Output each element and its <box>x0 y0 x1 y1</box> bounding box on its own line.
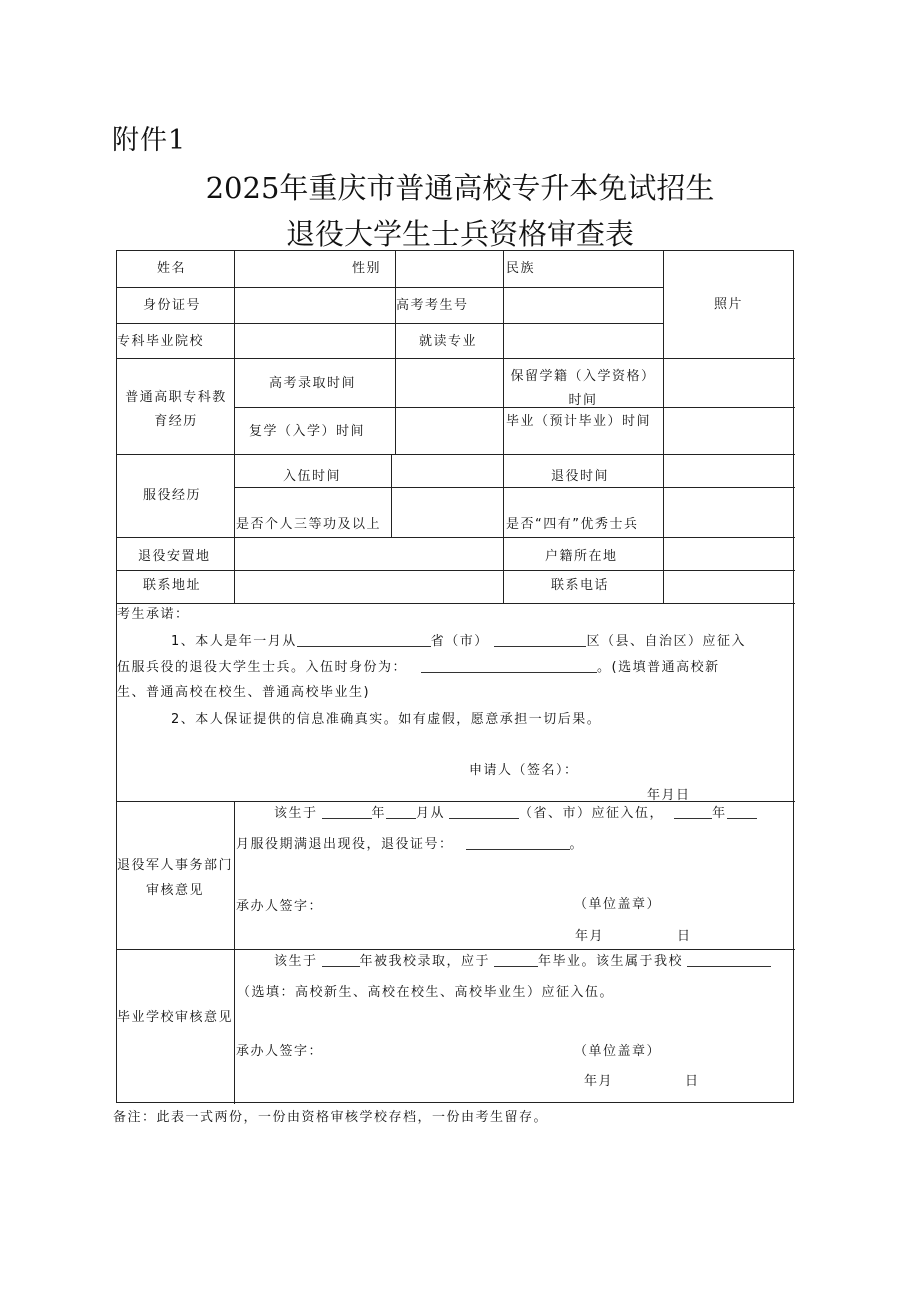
school-text-c: 年毕业。该生属于我校 <box>538 954 684 969</box>
reserve-status-label: 保留学籍（入学资格）时间 <box>510 369 656 408</box>
name-label: 姓名 <box>157 261 187 276</box>
veteran-date-day: 日 <box>677 929 692 944</box>
id-number-label: 身份证号 <box>143 298 202 313</box>
graduation-year-blank <box>494 953 538 967</box>
promise-item1-text-a: 本人是年一月从 <box>195 634 297 649</box>
four-have-label: 是否“四有”优秀士兵 <box>506 517 639 532</box>
veteran-text-b: 年 <box>371 806 387 821</box>
admission-time-label: 高考录取时间 <box>269 376 357 391</box>
attachment-label: 附件1 <box>112 125 187 156</box>
promise-item1-line2 <box>117 659 720 676</box>
veteran-text-c: 月从 <box>416 806 446 821</box>
discharge-year-blank <box>674 805 712 819</box>
veteran-handler-signature: 承办人签字： <box>236 899 324 914</box>
school-text-b: 年被我校录取，应于 <box>359 954 491 969</box>
student-status-blank <box>687 953 771 967</box>
promise-item1-text-e: 。(选填普通高校新 <box>597 660 720 675</box>
month-blank <box>386 805 416 819</box>
gender-label: 性别 <box>352 261 382 276</box>
form-title-line2: 退役大学生士兵资格审查表 <box>285 217 634 251</box>
major-label: 就读专业 <box>419 334 478 349</box>
veteran-unit-seal: （单位盖章） <box>574 897 662 912</box>
promise-item2-number: 2、 <box>171 712 196 727</box>
edu-history-label: 普通高职专科教育经历 <box>125 390 227 429</box>
province-blank <box>297 633 431 647</box>
veteran-text-a: 该生于 <box>274 806 318 821</box>
form-title-line1: 2025年重庆市普通高校专升本免试招生 <box>205 171 715 205</box>
promise-item1-text-d: 伍服兵役的退役大学生士兵。入伍时身份为： <box>117 660 408 675</box>
applicant-signature-label: 申请人（签名）： <box>469 763 579 778</box>
district-blank <box>494 633 586 647</box>
college-label: 专科毕业院校 <box>117 334 205 349</box>
footnote: 备注：此表一式两份，一份由资格审核学校存档，一份由考生留存。 <box>113 1110 549 1125</box>
province-city-blank <box>449 805 519 819</box>
veteran-review-line2 <box>236 836 584 853</box>
promise-item2-text: 本人保证提供的信息准确真实。如有虚假，愿意承担一切后果。 <box>195 712 602 727</box>
veteran-date-ym: 年月 <box>575 929 605 944</box>
school-review-line1 <box>274 953 771 970</box>
enlist-time-label: 入伍时间 <box>283 469 342 484</box>
promise-item1-line1 <box>171 633 746 650</box>
service-history-label: 服役经历 <box>143 488 202 503</box>
discharge-cert-blank <box>466 836 570 850</box>
household-label: 户籍所在地 <box>545 549 618 564</box>
resume-time-label: 复学（入学）时间 <box>249 424 366 439</box>
year-blank <box>322 805 372 819</box>
veteran-text-g: 。 <box>569 837 585 852</box>
veteran-review-line1 <box>274 805 757 822</box>
veteran-text-e: 年 <box>712 806 727 821</box>
merit-label: 是否个人三等功及以上 <box>236 517 382 532</box>
school-date-day: 日 <box>685 1074 700 1089</box>
promise-heading: 考生承诺： <box>117 607 190 622</box>
school-unit-seal: （单位盖章） <box>574 1044 662 1059</box>
promise-item1-text-c: 区（县、自治区）应征入 <box>586 634 746 649</box>
school-handler-signature: 承办人签字： <box>236 1044 324 1059</box>
veteran-text-f: 月服役期满退出现役，退役证号： <box>236 837 454 852</box>
promise-item2 <box>171 712 601 728</box>
school-text-a: 该生于 <box>274 954 318 969</box>
promise-date-label: 年月日 <box>647 788 691 803</box>
school-review-line2: （选填：高校新生、高校在校生、高校毕业生）应征入伍。 <box>237 985 615 1000</box>
veteran-review-label: 退役军人事务部门审核意见 <box>117 858 234 898</box>
school-review-label: 毕业学校审核意见 <box>117 1010 234 1025</box>
veteran-text-d: （省、市）应征入伍， <box>519 806 665 821</box>
ethnicity-label: 民族 <box>506 261 536 276</box>
photo-label: 照片 <box>714 297 744 312</box>
phone-label: 联系电话 <box>551 578 610 593</box>
graduation-time-label: 毕业（预计毕业）时间 <box>506 414 652 429</box>
school-date-ym: 年月 <box>584 1074 614 1089</box>
promise-item1-text-f: 生、普通高校在校生、普通高校毕业生) <box>117 685 371 700</box>
qualification-form-table <box>116 250 794 1103</box>
discharge-time-label: 退役时间 <box>551 469 610 484</box>
promise-item1-number: 1、 <box>171 634 196 649</box>
admission-year-blank <box>322 953 360 967</box>
placement-label: 退役安置地 <box>138 549 211 564</box>
promise-item1-text-b: 省（市） <box>430 634 489 649</box>
discharge-month-blank <box>727 805 757 819</box>
gaokao-number-label: 高考考生号 <box>396 298 469 313</box>
identity-blank <box>421 659 597 673</box>
address-label: 联系地址 <box>143 578 202 593</box>
